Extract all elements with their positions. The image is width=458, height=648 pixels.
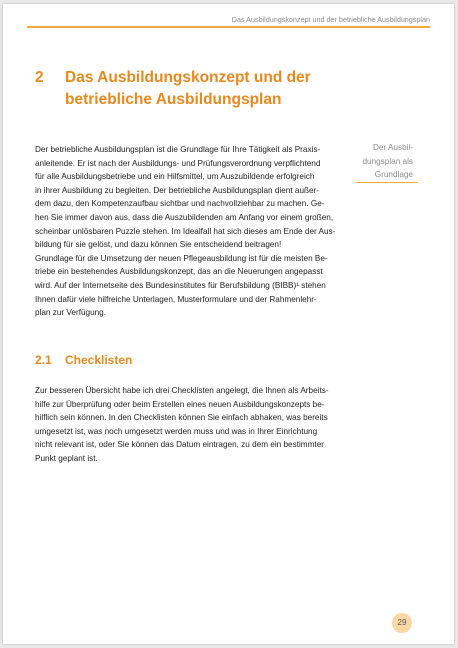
text-line: Der betriebliche Ausbildungsplan ist die Grundlage für Ihre Tätigkeit als Praxis- — [35, 145, 321, 154]
text-line: umgesetzt ist, was noch umgesetzt werden muss und was in Ihrer Einrichtung — [35, 426, 318, 436]
text-line: in ihrer Ausbildung zu begleiten. Der betriebliche Ausbildungsplan dient außer- — [35, 185, 320, 195]
chapter-title — [65, 67, 335, 111]
text-line: triebe ein bestehendes Ausbildungskonzept, das an die Neuerungen angepasst — [35, 267, 323, 277]
text-line: Punkt geplant ist. — [35, 453, 98, 463]
text-line: Zur besseren Übersicht habe ich drei Checklisten angelegt, die Ihnen als Arbeits- — [35, 386, 329, 395]
text-line: plan zur Verfügung. — [35, 308, 107, 318]
chapter-number: 2 — [35, 69, 44, 86]
margin-note-rule — [356, 182, 418, 183]
margin-note — [361, 141, 413, 182]
text-line: Grundlage für die Umsetzung der neuen Pflegeausbildung ist für die meisten Be- — [35, 253, 328, 263]
header-rule — [27, 26, 430, 28]
text-line: wird. Auf der Internetseite des Bundesinstitutes für Berufsbildung (BIBB)¹ stehen — [35, 280, 326, 290]
section-heading — [35, 352, 335, 368]
margin-note-line: dungsplan als — [362, 156, 413, 166]
running-header: Das Ausbildungskonzept und der betriebliche Ausbildungsplan — [231, 15, 430, 24]
paragraph-ausbildungsplan — [35, 143, 342, 320]
text-line: nicht relevant ist, oder Sie können das Datum eintragen, zu dem ein bestimmter — [35, 440, 324, 450]
text-line: scheinbar unlösbaren Puzzle stehen. Im Idealfall hat sich dieses am Ende der Aus- — [35, 226, 336, 236]
section-number: 2.1 — [35, 353, 52, 367]
document-page — [3, 4, 454, 644]
chapter-title-line: Das Ausbildungskonzept und der — [65, 69, 311, 86]
margin-note-line: Der Ausbil- — [372, 143, 413, 152]
text-line: hen Sie immer davon aus, dass die Auszubildenden am Anfang vor einem großen, — [35, 212, 334, 222]
page-number-badge: 29 — [392, 613, 412, 633]
text-line: hilfe zur Überprüfung oder beim Erstellen eines neuen Ausbildungskonzepts be- — [35, 399, 325, 409]
section-title: Checklisten — [65, 353, 133, 367]
text-line: dem dazu, den Kompetenzaufbau sichtbar und nachvollziehbar zu machen. Ge- — [35, 199, 325, 209]
margin-note-line: Grundlage — [374, 170, 413, 180]
chapter-heading — [35, 67, 335, 111]
text-line: für alle Ausbildungsbetriebe und ein Hilfsmittel, um Auszubildende erfolgreich — [35, 172, 315, 182]
text-line: hilflich sein können. In den Checklisten können Sie einfach abhaken, was bereits — [35, 413, 328, 423]
text-line: bildung für sie gelöst, und dazu können Sie entscheidend beitragen! — [35, 240, 282, 250]
text-line: anleitende. Er ist nach der Ausbildungs- und Prüfungsverordnung verpflichtend — [35, 158, 321, 168]
text-line: Ihnen dafür viele hilfreiche Unterlagen, Musterformulare und der Rahmenlehr- — [35, 294, 317, 304]
paragraph-checklisten — [35, 384, 342, 466]
chapter-title-line: betriebliche Ausbildungsplan — [65, 91, 282, 108]
